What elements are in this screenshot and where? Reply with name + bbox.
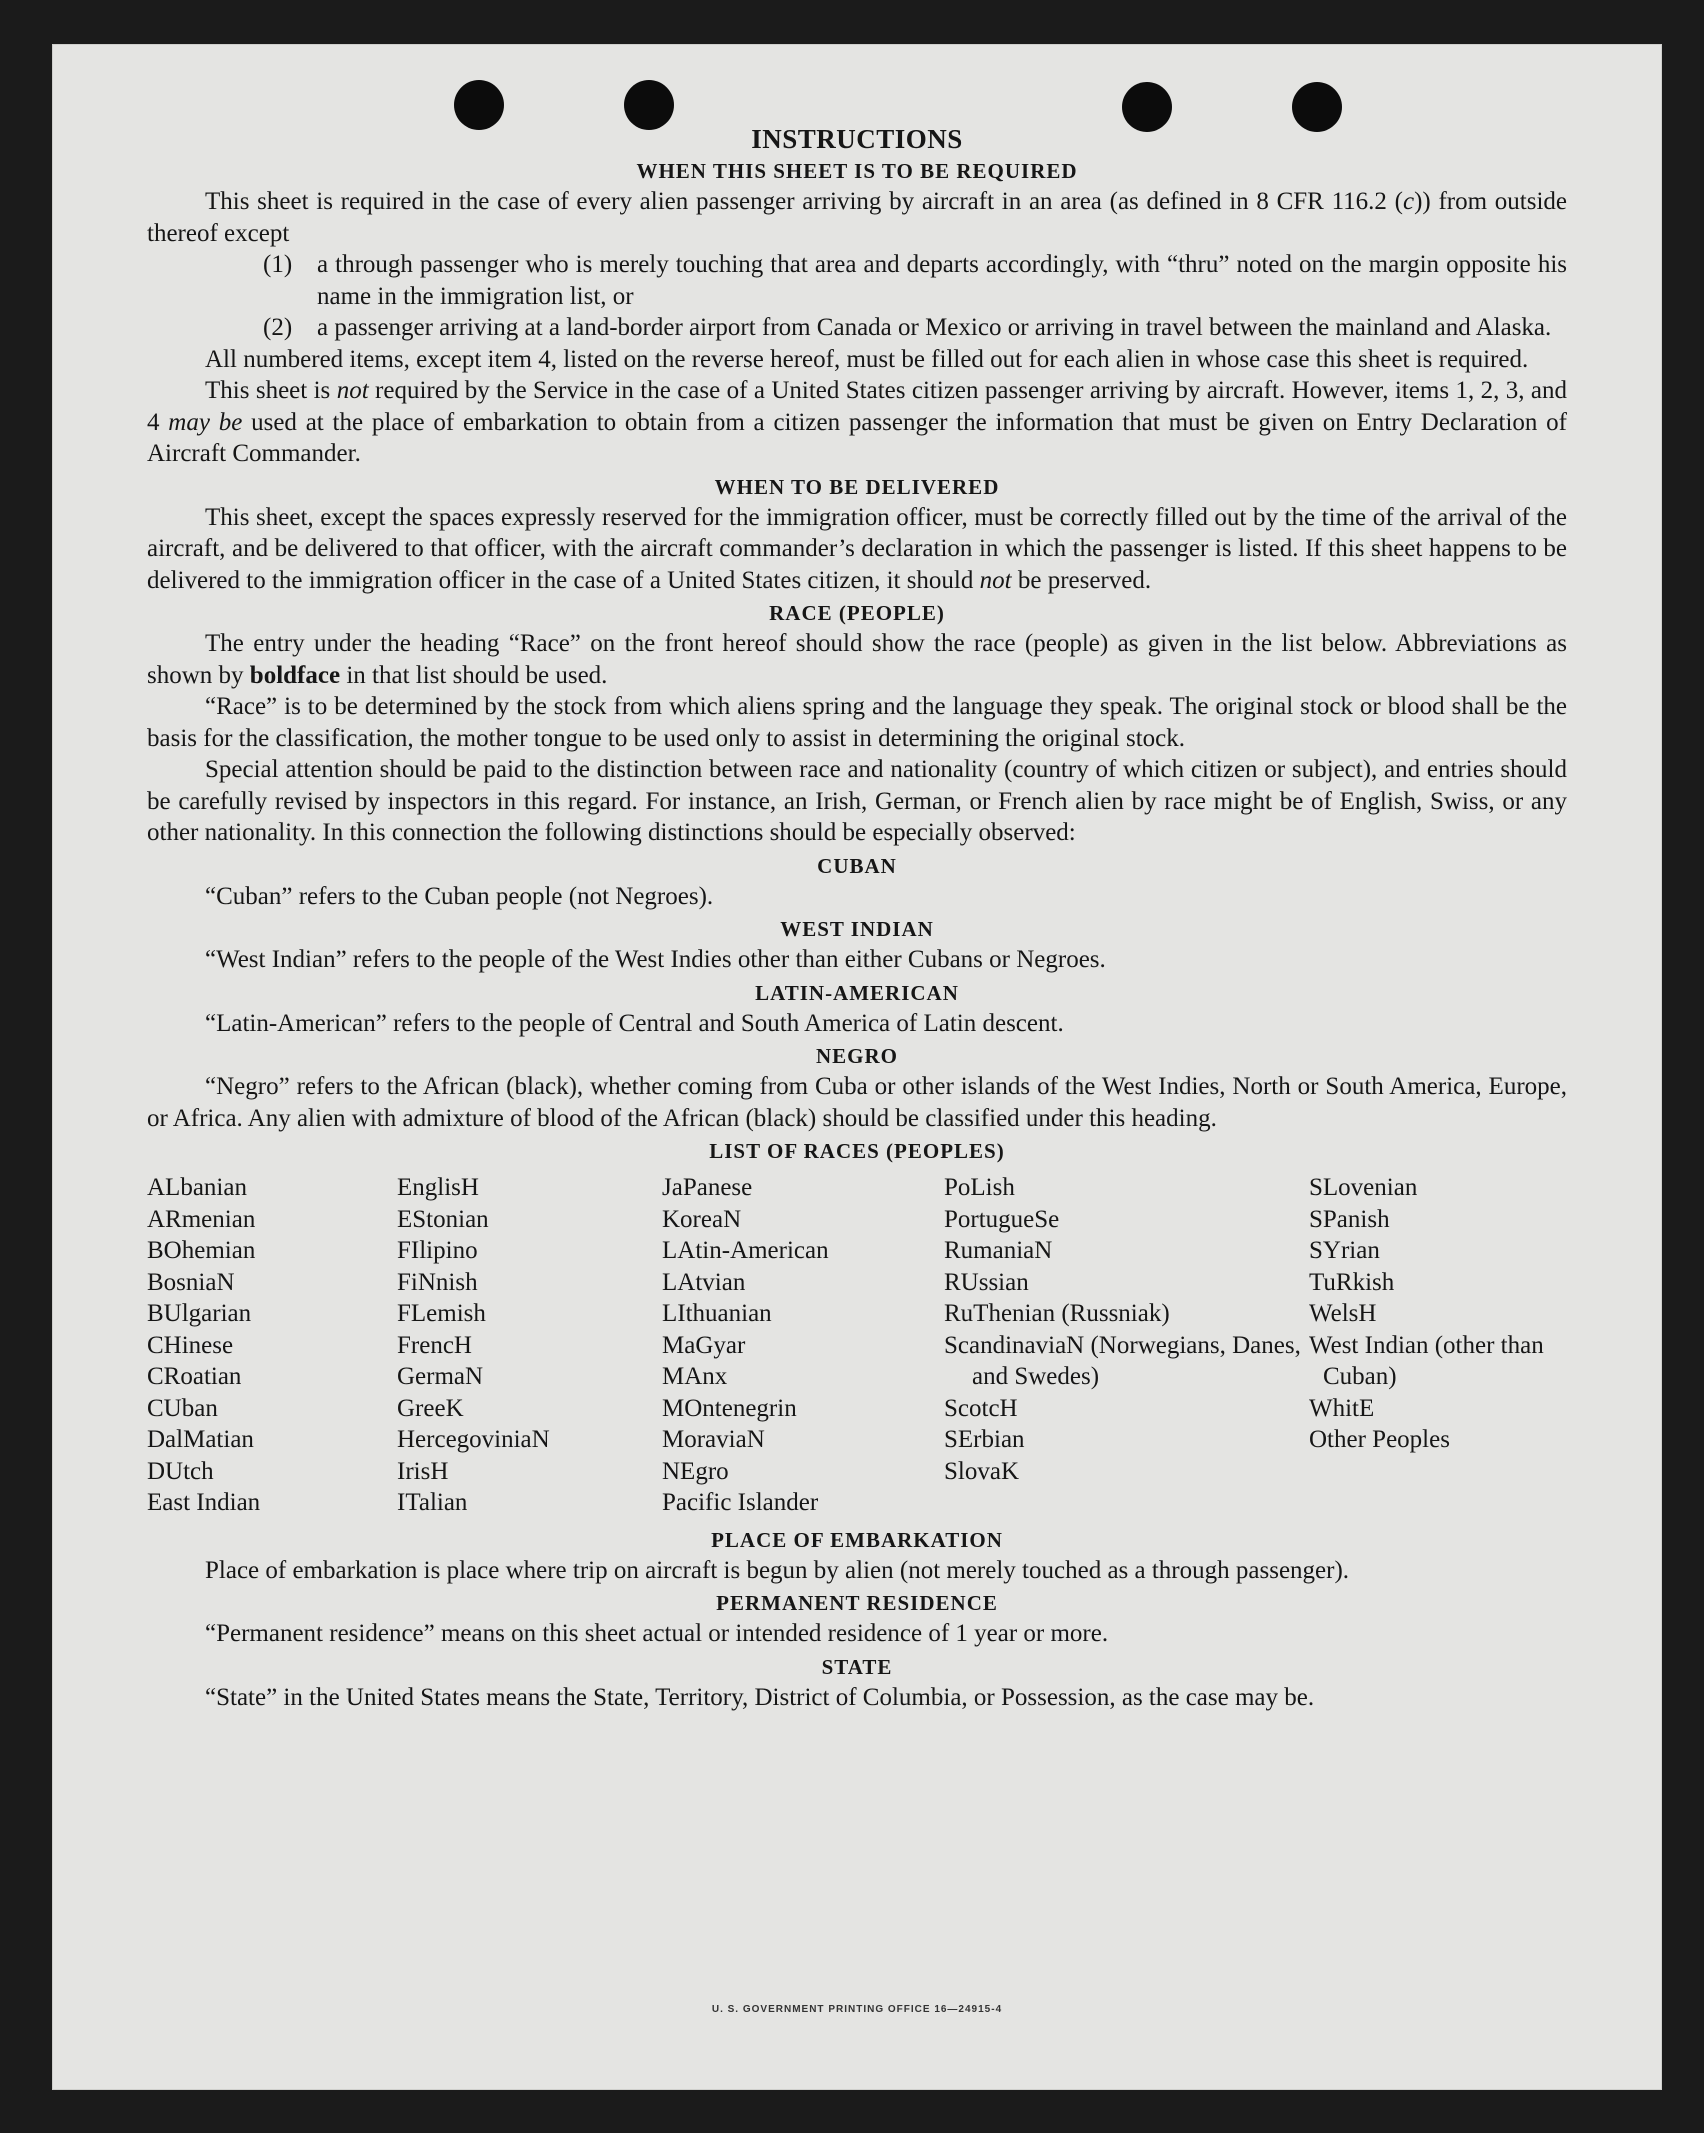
race-entry: SYrian [1309, 1237, 1380, 1264]
race-entry: MAnx [662, 1363, 728, 1390]
race-entry: EnglisH [397, 1174, 479, 1201]
races-column-1 [147, 1172, 397, 1519]
section-heading-residence: PERMANENT RESIDENCE [716, 1591, 998, 1615]
race-entry: ITalian [397, 1489, 468, 1516]
race-entry: FLemish [397, 1300, 486, 1327]
race-entry: TuRkish [1309, 1268, 1395, 1296]
section-heading-state: STATE [821, 1654, 893, 1679]
cuban-definition: “Cuban” refers to the Cuban people (not Negroes). [205, 882, 714, 910]
race-entry: MOntenegrin [662, 1394, 797, 1422]
race-paragraph-3: Special attention should be paid to the distinction between race and nationality (country of which citizen or subject), and entries should be carefully revised by inspectors in this regard. For instance, an Irish, German, or French alien by race might be of English, Swiss, or any other nationality. In this connection the following distinctions should be especially observed: [147, 756, 1567, 846]
section-heading-west-indian: WEST INDIAN [780, 917, 934, 941]
races-column-4 [944, 1172, 1309, 1519]
required-paragraph: This sheet is required in the case of every alien passenger arriving by aircraft in an area (as defined in 8 CFR 116.2 (c)) from outside thereof except [147, 188, 1567, 247]
race-entry: SLovenian [1309, 1174, 1418, 1201]
section-heading-latin-american: LATIN-AMERICAN [755, 980, 959, 1005]
race-entry: East Indian [147, 1489, 261, 1516]
section-heading-race: RACE (PEOPLE) [769, 601, 945, 625]
page-title: INSTRUCTIONS [751, 124, 963, 154]
section-heading-delivered: WHEN TO BE DELIVERED [714, 474, 1000, 499]
race-entry: BosniaN [147, 1268, 235, 1296]
negro-definition: “Negro” refers to the African (black), whether coming from Cuba or other islands of the West Indies, North or South America, Europe, or Africa. Any alien with admixture of blood of the African (black) should be classified under this heading. [147, 1073, 1567, 1132]
race-entry: Other Peoples [1309, 1426, 1450, 1453]
section-heading-required: WHEN THIS SHEET IS TO BE REQUIRED [636, 159, 1078, 183]
race-entry: HercegoviniaN [397, 1426, 550, 1453]
race-entry: CUban [147, 1394, 218, 1422]
race-entry: ARmenian [147, 1205, 256, 1233]
race-entry: FiNnish [397, 1268, 478, 1296]
race-entry: PortugueSe [944, 1205, 1060, 1233]
race-paragraph-1: The entry under the heading “Race” on the front hereof should show the race (people) as given in the list below. Abbreviations as shown by boldface in that list should be used. [147, 630, 1567, 689]
latin-american-definition: “Latin-American” refers to the people of Central and South America of Latin descent. [205, 1009, 1064, 1037]
races-column-5 [1309, 1172, 1567, 1519]
section-heading-list-of-races: LIST OF RACES (PEOPLES) [709, 1139, 1005, 1163]
race-entry: LIthuanian [662, 1300, 772, 1327]
race-entry: IrisH [397, 1457, 449, 1485]
race-entry: FrencH [397, 1331, 472, 1359]
race-entry: BOhemian [147, 1237, 256, 1264]
embarkation-definition: Place of embarkation is place where trip on aircraft is begun by alien (not merely touched as a through passenger). [205, 1556, 1350, 1584]
west-indian-definition: “West Indian” refers to the people of the West Indies other than either Cubans or Negroes. [205, 946, 1106, 973]
race-entry: MoraviaN [662, 1426, 765, 1453]
race-entry: Pacific Islander [662, 1489, 819, 1516]
section-heading-cuban: CUBAN [817, 853, 897, 878]
instructions-content [147, 122, 1567, 1713]
race-entry: ScandinaviaN (Norwegians, Danes, and Swedes) [944, 1331, 1301, 1390]
exception-item-2: (2) a passenger arriving at a land-border airport from Canada or Mexico or arriving in travel between the mainland and Alaska. [263, 314, 1552, 341]
race-entry: PoLish [944, 1174, 1015, 1201]
race-entry: CRoatian [147, 1363, 242, 1390]
race-entry: ScotcH [944, 1394, 1018, 1422]
delivered-paragraph: This sheet, except the spaces expressly reserved for the immigration officer, must be correctly filled out by the time of the arrival of the aircraft, and be delivered to that officer, with the aircraft commander’s declaration in which the passenger is listed. If this sheet happens to be delivered to the immigration officer in the case of a United States citizen, it should not be preserved. [147, 503, 1567, 594]
races-column-3 [662, 1172, 944, 1519]
race-entry: DUtch [147, 1457, 214, 1485]
race-entry: LAtvian [662, 1268, 746, 1296]
state-definition: “State” in the United States means the State, Territory, District of Columbia, or Possession, as the case may be. [205, 1683, 1315, 1711]
races-column-2 [397, 1172, 662, 1519]
race-entry: LAtin-American [662, 1237, 829, 1264]
race-entry: FIlipino [397, 1237, 478, 1264]
section-heading-embarkation: PLACE OF EMBARKATION [711, 1527, 1003, 1552]
race-paragraph-2: “Race” is to be determined by the stock from which aliens spring and the language they speak. The original stock or blood shall be the basis for the classification, the mother tongue to be used only to assist in determining the original stock. [147, 693, 1567, 752]
race-entry: GreeK [397, 1394, 464, 1422]
printing-office-footer: U. S. GOVERNMENT PRINTING OFFICE 16—24915-4 [711, 2004, 1003, 2015]
citizen-paragraph: This sheet is not required by the Service in the case of a United States citizen passenger arriving by aircraft. However, items 1, 2, 3, and 4 may be used at the place of embarkation to obtain from a citizen passenger the information that must be given on Entry Declaration of Aircraft Commander. [147, 377, 1568, 467]
race-entry: RuThenian (Russniak) [944, 1300, 1170, 1327]
race-entry: KoreaN [662, 1205, 742, 1233]
race-entry: EStonian [397, 1205, 489, 1233]
race-entry: MaGyar [662, 1331, 746, 1359]
race-entry: West Indian (other than Cuban) [1309, 1331, 1544, 1390]
race-entry: SPanish [1309, 1205, 1390, 1233]
race-entry: DalMatian [147, 1426, 254, 1453]
section-heading-negro: NEGRO [815, 1044, 898, 1068]
list-of-races [147, 1172, 1567, 1519]
residence-definition: “Permanent residence” means on this sheet actual or intended residence of 1 year or more. [205, 1620, 1109, 1647]
numbered-items-paragraph: All numbered items, except item 4, listed on the reverse hereof, must be filled out for each alien in whose case this sheet is required. [205, 345, 1529, 373]
race-entry: ALbanian [147, 1174, 247, 1201]
race-entry: GermaN [397, 1363, 484, 1390]
race-entry: JaPanese [662, 1174, 753, 1201]
race-entry: BUlgarian [147, 1300, 252, 1327]
race-entry: WhitE [1309, 1394, 1375, 1422]
race-entry: SlovaK [944, 1457, 1019, 1485]
race-entry: CHinese [147, 1331, 234, 1359]
race-entry: WelsH [1309, 1300, 1377, 1327]
instruction-sheet [52, 44, 1662, 2090]
race-entry: RumaniaN [944, 1237, 1053, 1264]
race-entry: RUssian [944, 1268, 1029, 1296]
exception-item-1: (1) a through passenger who is merely touching that area and departs accordingly, with “thru” noted on the margin opposite his name in the immigration list, or [263, 251, 1567, 310]
race-entry: NEgro [662, 1457, 729, 1485]
race-entry: SErbian [944, 1426, 1025, 1453]
